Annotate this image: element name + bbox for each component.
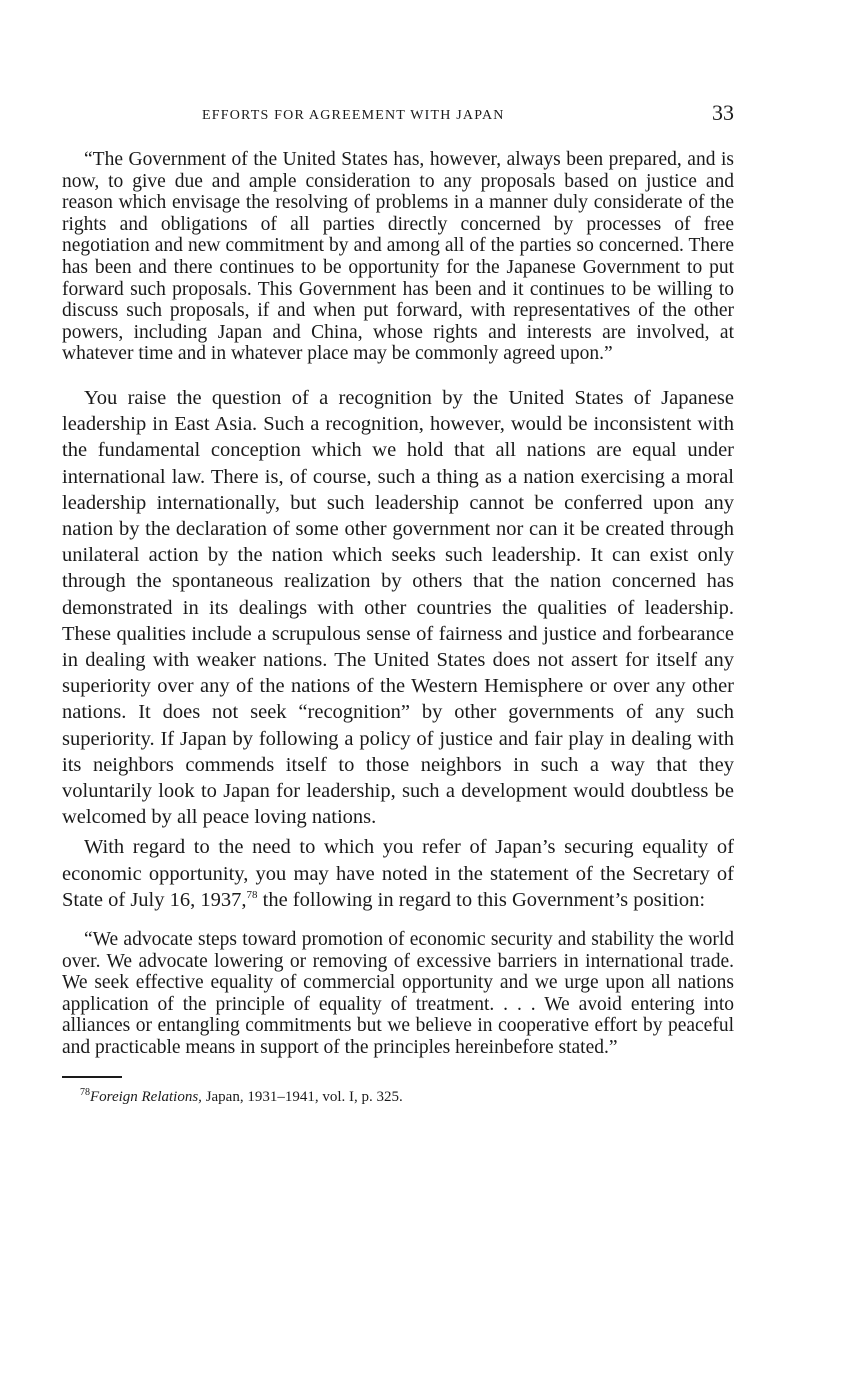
paragraph-2-text-before-ref: With regard to the need to which you refer of Japan’s securing equality of economic opportunity, you may have noted in the statement of the Secretary of State of July 16, 1937, xyxy=(62,836,734,911)
paragraph-2-text-after-ref: the following in regard to this Government’s position: xyxy=(257,888,706,911)
footnote-mark: 78 xyxy=(80,1086,90,1098)
body-paragraph-2 xyxy=(62,834,734,913)
body-paragraph-1: You raise the question of a recognition by the United States of Japanese leadership in East Asia. Such a recognition, however, would be inconsistent with the fundamental conception which we hold that all nations are equal under international law. There is, of course, such a thing as a nation exercising a moral leadership internationally, but such leadership cannot be conferred upon any nation by the declaration of some other government nor can it be created through unilateral action by the nation which seeks such leadership. It can exist only through the spontaneous realization by others that the nation concerned has demonstrated in its dealings with other countries the qualities of leadership. These qualities include a scrupulous sense of fairness and justice and forbearance in dealing with weaker nations. The United States does not assert for itself any superiority over any of the nations of the Western Hemisphere or over any other nations. It does not seek “recognition” by other governments of any such superiority. If Japan by following a policy of justice and fair play in dealing with its neighbors commends itself to those neighbors in such a way that they voluntarily look to Japan for leadership, such a development would doubtless be welcomed by all peace loving nations. xyxy=(62,386,734,829)
block-quote-1: “The Government of the United States has, however, always been prepared, and is now, to give due and ample consideration to any proposals based on justice and reason which envisage the resolving of problems in a manner duly considerate of the rights and obligations of all parties directly concerned by processes of free negotiation and new commitment by and among all of the parties so concerned. There has been and there continues to be opportunity for the Japanese Government to put forward such proposals. This Government has been and it continues to be willing to discuss such proposals, if and when put forward, with representatives of the other powers, including Japan and China, whose rights and interests are involved, at whatever time and in whatever place may be commonly agreed upon.” xyxy=(62,149,734,365)
footnote-series-title: Foreign Relations, xyxy=(90,1088,202,1105)
footnote-citation: Japan, 1931–1941, vol. I, p. 325. xyxy=(201,1088,403,1105)
footnote-divider xyxy=(62,1076,122,1078)
running-head xyxy=(62,96,734,136)
footnote xyxy=(80,1087,734,1107)
block-quote-2: “We advocate steps toward promotion of economic security and stability the world over. We advocate lowering or removing of excessive barriers in international trade. We seek effective equality of commercial opportunity and we urge upon all nations application of the principle of equality of treatment. . . . We avoid entering into alliances or entangling commitments but we believe in cooperative effort by peaceful and practicable means in support of the principles hereinbefore stated.” xyxy=(62,929,734,1058)
footnote-reference[interactable]: 78 xyxy=(246,888,258,901)
document-page xyxy=(62,96,734,1107)
running-title: EFFORTS FOR AGREEMENT WITH JAPAN xyxy=(202,108,505,123)
page-number: 33 xyxy=(712,100,734,125)
